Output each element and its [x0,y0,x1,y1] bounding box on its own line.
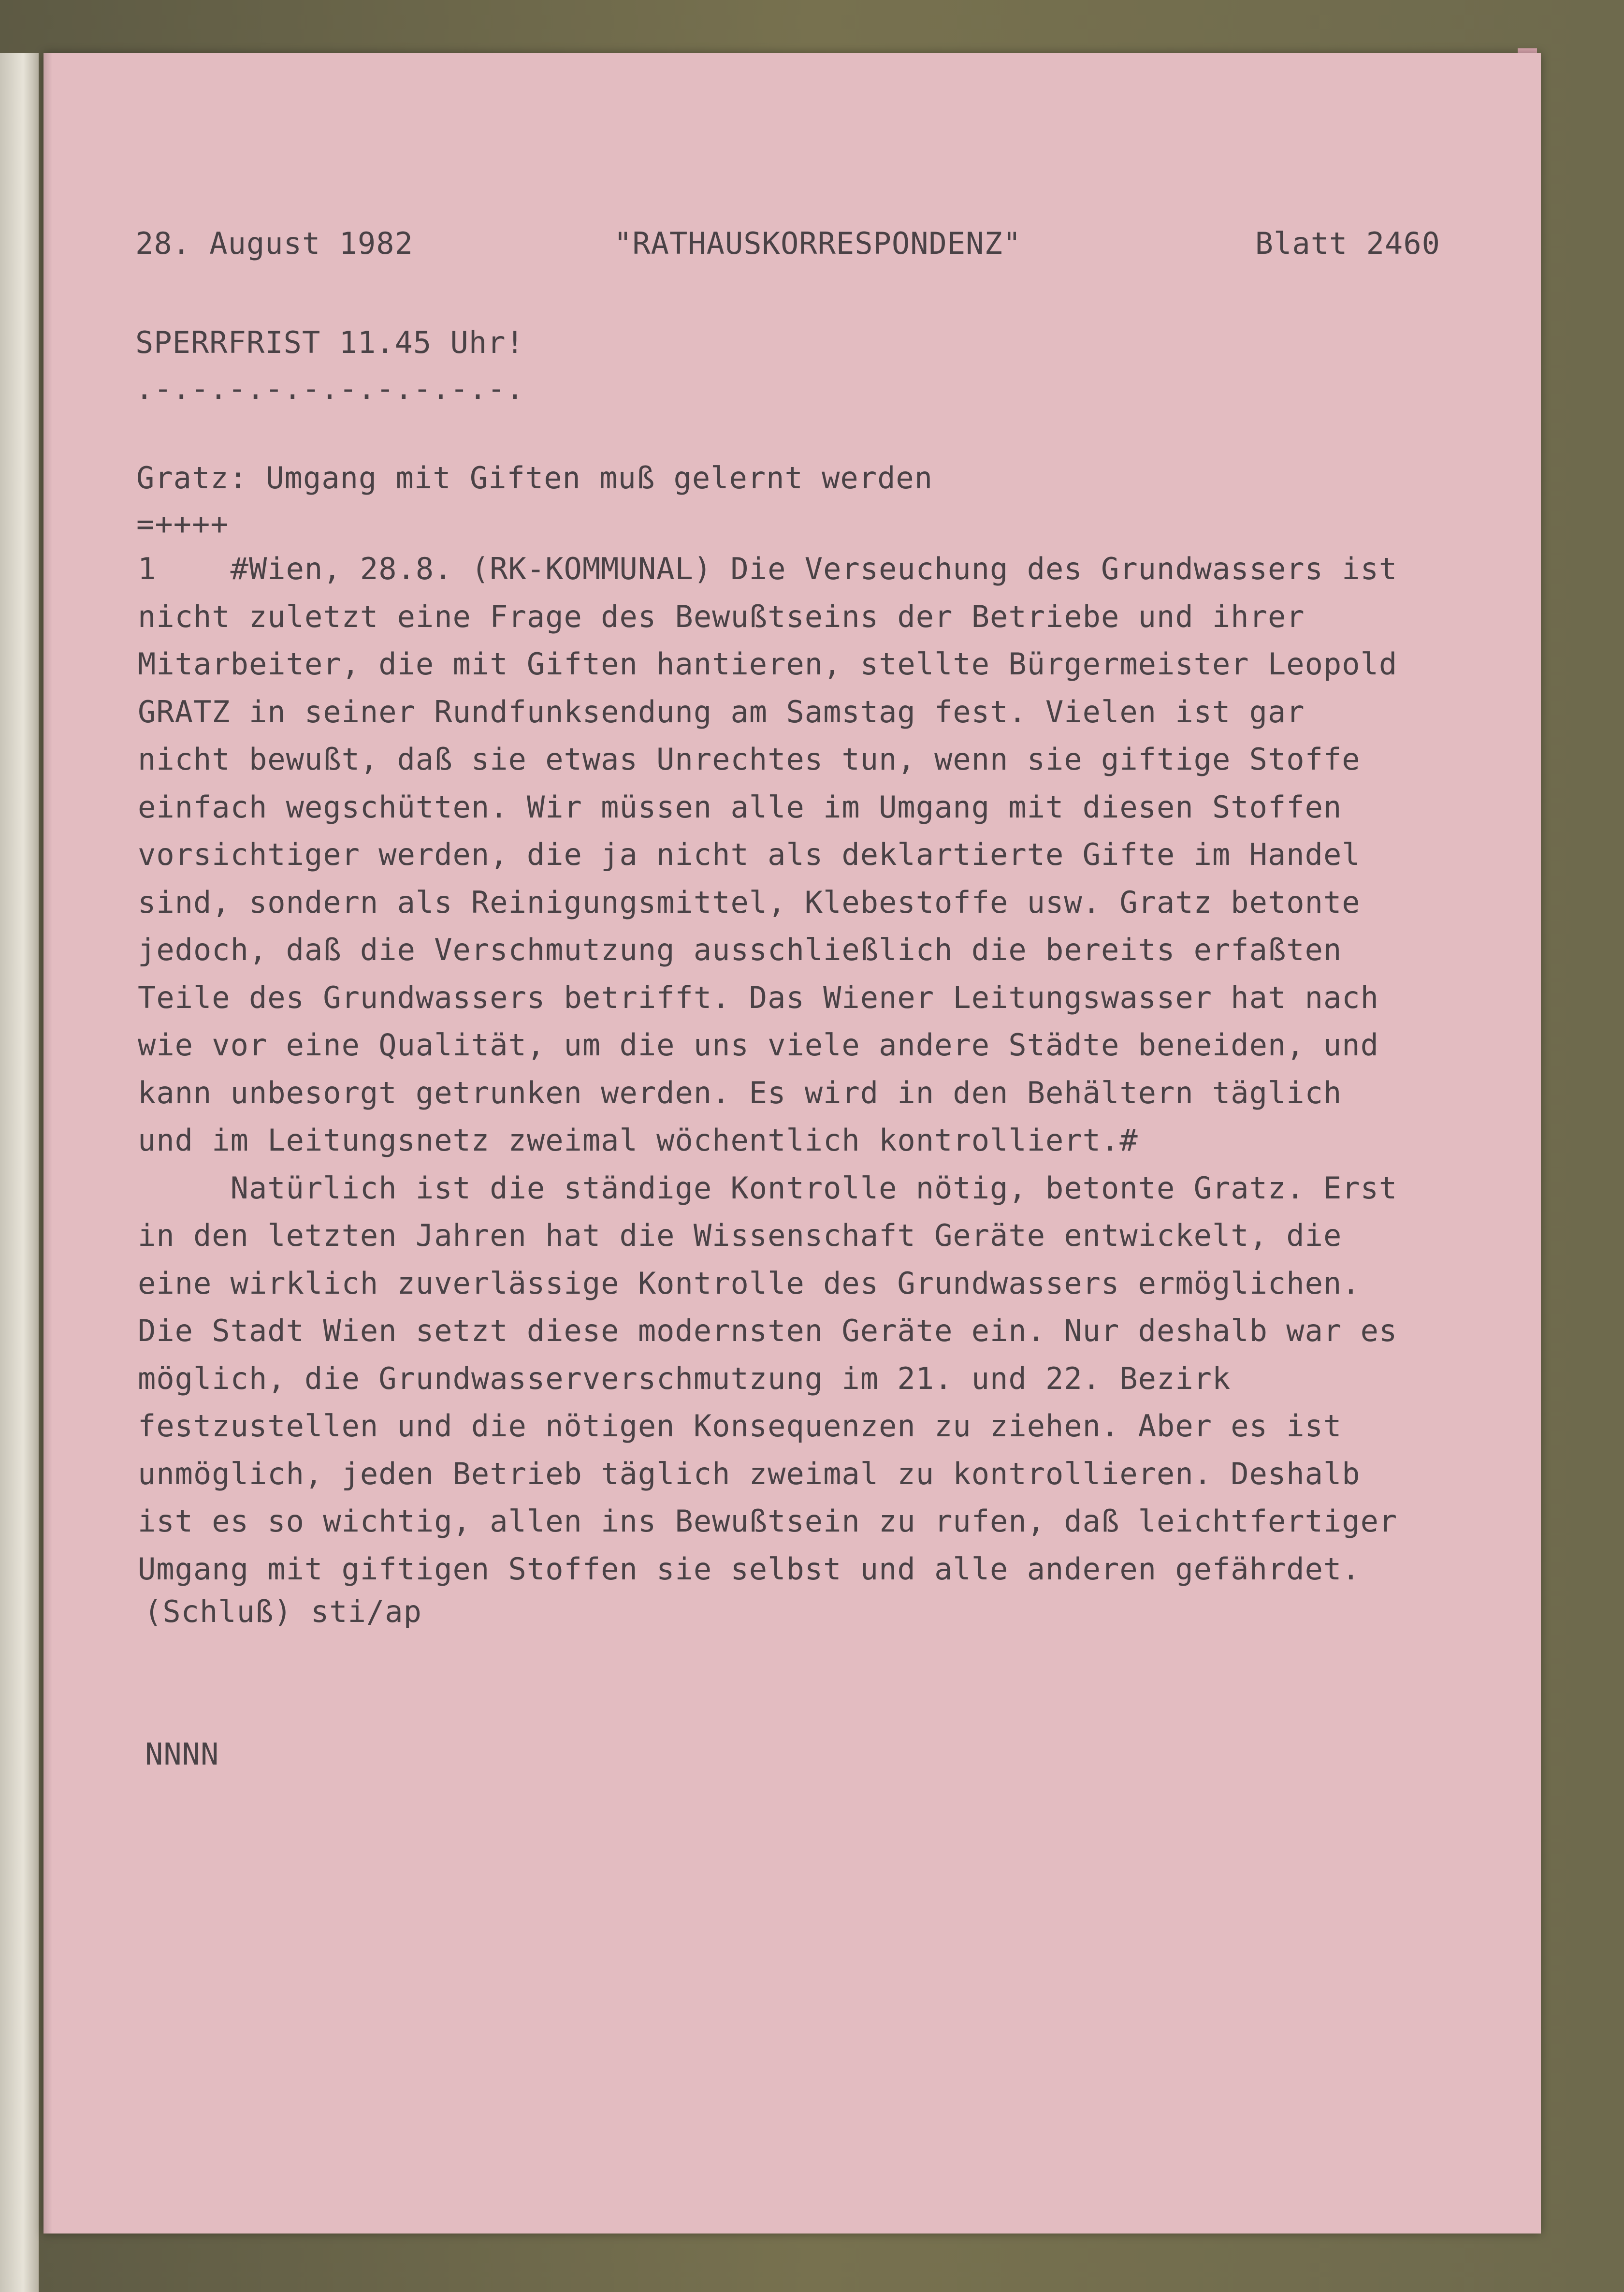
page-binding-shadow [44,53,52,2234]
closing-signature: (Schluß) sti/ap [144,1594,422,1629]
article-headline: Gratz: Umgang mit Giften muß gelernt werden [136,460,933,496]
embargo-rule: .-.-.-.-.-.-.-.-.-.-. [135,371,524,406]
headline-marker: =++++ [136,506,229,541]
body-line: Die Stadt Wien setzt diese modernsten Geräte ein. Nur deshalb war es [138,1313,1398,1348]
body-line: wie vor eine Qualität, um die uns viele andere Städte beneiden, und [138,1027,1379,1063]
body-line: sind, sondern als Reinigungsmittel, Klebestoffe usw. Gratz betonte [138,884,1361,920]
end-of-message-mark: NNNN [145,1737,219,1772]
body-line: eine wirklich zuverlässige Kontrolle des Grundwassers ermöglichen. [138,1265,1361,1301]
body-line: in den letzten Jahren hat die Wissenschaft Geräte entwickelt, die [138,1218,1342,1253]
body-line: GRATZ in seiner Rundfunksendung am Samstag fest. Vielen ist gar [138,694,1305,730]
body-line: kann unbesorgt getrunken werden. Es wird in den Behältern täglich [138,1075,1342,1110]
body-line: vorsichtiger werden, die ja nicht als deklartierte Gifte im Handel [138,837,1361,872]
body-line: 1 #Wien, 28.8. (RK-KOMMUNAL) Die Verseuchung des Grundwassers ist [138,551,1398,586]
previous-page-edge [0,53,39,2292]
body-line: unmöglich, jeden Betrieb täglich zweimal zu kontrollieren. Deshalb [138,1456,1361,1491]
body-line: einfach wegschütten. Wir müssen alle im Umgang mit diesen Stoffen [138,789,1342,825]
article-body [138,545,1467,1593]
body-line: jedoch, daß die Verschmutzung ausschließlich die bereits erfaßten [138,932,1342,967]
header-publication: "RATHAUSKORRESPONDENZ" [614,226,1022,261]
body-line: Teile des Grundwassers betrifft. Das Wiener Leitungswasser hat nach [138,979,1379,1015]
body-line: möglich, die Grundwasserverschmutzung im 21. und 22. Bezirk [138,1360,1231,1396]
header-date: 28. August 1982 [135,226,413,261]
body-line: Umgang mit giftigen Stoffen sie selbst und alle anderen gefährdet. [138,1551,1361,1587]
header-sheet-number: Blatt 2460 [1255,226,1440,261]
body-line: Natürlich ist die ständige Kontrolle nötig, betonte Gratz. Erst [138,1170,1398,1206]
embargo-notice: SPERRFRIST 11.45 Uhr! [135,325,524,360]
body-line: nicht bewußt, daß sie etwas Unrechtes tun, wenn sie giftige Stoffe [138,742,1361,777]
body-line: und im Leitungsnetz zweimal wöchentlich kontrolliert.# [138,1123,1138,1158]
body-line: ist es so wichtig, allen ins Bewußtsein zu rufen, daß leichtfertiger [138,1504,1398,1539]
body-line: festzustellen und die nötigen Konsequenzen zu ziehen. Aber es ist [138,1408,1342,1444]
body-line: nicht zuletzt eine Frage des Bewußtseins der Betriebe und ihrer [138,599,1305,634]
body-line: Mitarbeiter, die mit Giften hantieren, stellte Bürgermeister Leopold [138,646,1398,682]
document-header [135,220,1440,268]
